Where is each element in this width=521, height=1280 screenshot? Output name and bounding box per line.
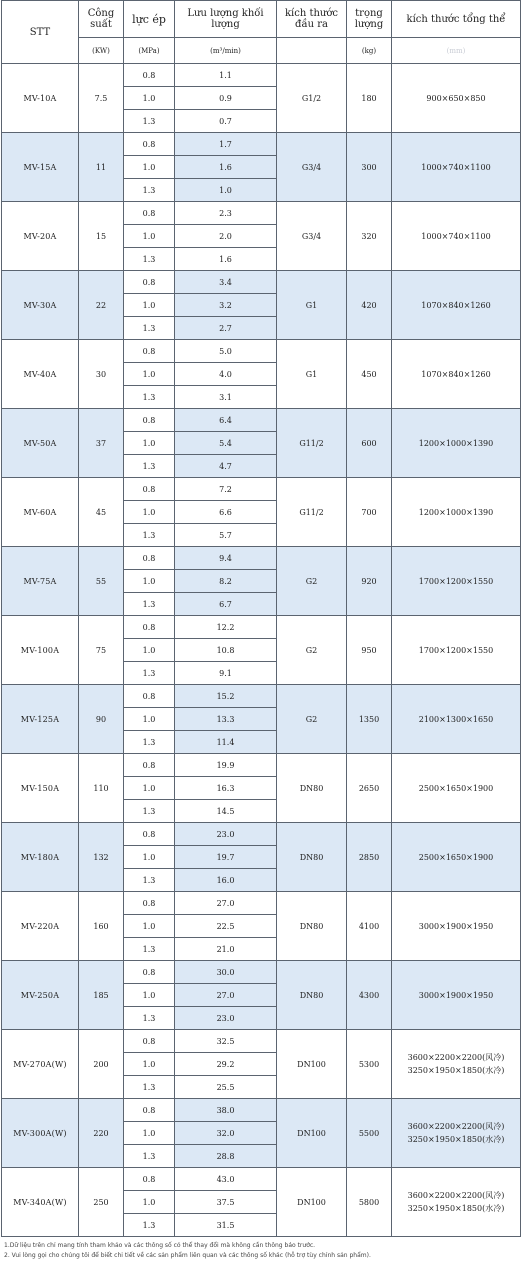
unit-row: [2, 38, 521, 64]
dimensions-cell: [392, 685, 521, 754]
power-cell: 37: [79, 409, 124, 478]
model-cell: MV-250A: [2, 961, 79, 1030]
table-row: [2, 685, 521, 708]
model-cell: MV-75A: [2, 547, 79, 616]
pressure-cell: 1.3: [124, 938, 175, 961]
flow-cell: 11.4: [175, 731, 277, 754]
unit-power: (KW): [79, 38, 124, 64]
flow-cell: 2.0: [175, 225, 277, 248]
weight-cell: 2850: [347, 823, 392, 892]
dimensions-line: 1000×740×1100: [421, 231, 491, 241]
dimensions-line: 1000×740×1100: [421, 162, 491, 172]
dimensions-line: 1200×1000×1390: [418, 438, 494, 448]
pressure-cell: 1.0: [124, 708, 175, 731]
dimensions-line: 3600×2200×2200(风冷): [407, 1122, 505, 1131]
weight-cell: 4300: [347, 961, 392, 1030]
dimensions-cell: [392, 754, 521, 823]
pressure-cell: 0.8: [124, 961, 175, 984]
dimensions-line: 1070×840×1260: [421, 369, 491, 379]
flow-cell: 21.0: [175, 938, 277, 961]
table-row: [2, 64, 521, 87]
dimensions-cell: [392, 409, 521, 478]
power-cell: 11: [79, 133, 124, 202]
power-cell: 110: [79, 754, 124, 823]
flow-cell: 3.1: [175, 386, 277, 409]
pressure-cell: 1.3: [124, 179, 175, 202]
pressure-cell: 1.3: [124, 317, 175, 340]
flow-cell: 22.5: [175, 915, 277, 938]
flow-cell: 23.0: [175, 823, 277, 846]
dimensions-line: 1200×1000×1390: [418, 507, 494, 517]
power-cell: 90: [79, 685, 124, 754]
flow-cell: 12.2: [175, 616, 277, 639]
flow-cell: 19.7: [175, 846, 277, 869]
flow-cell: 32.5: [175, 1030, 277, 1053]
power-cell: 132: [79, 823, 124, 892]
model-cell: MV-300A(W): [2, 1099, 79, 1168]
pressure-cell: 1.3: [124, 1076, 175, 1099]
pressure-cell: 0.8: [124, 133, 175, 156]
pressure-cell: 0.8: [124, 1099, 175, 1122]
spec-table-body: [2, 64, 521, 1237]
dimensions-cell: [392, 340, 521, 409]
power-cell: 250: [79, 1168, 124, 1237]
pressure-cell: 0.8: [124, 685, 175, 708]
pressure-cell: 1.3: [124, 731, 175, 754]
header-stt: STT: [2, 1, 79, 64]
model-cell: MV-340A(W): [2, 1168, 79, 1237]
pressure-cell: 1.0: [124, 363, 175, 386]
flow-cell: 6.4: [175, 409, 277, 432]
model-cell: MV-220A: [2, 892, 79, 961]
outlet-cell: DN80: [277, 823, 347, 892]
dimensions-cell: [392, 547, 521, 616]
unit-weight: (kg): [347, 38, 392, 64]
pressure-cell: 0.8: [124, 478, 175, 501]
weight-cell: 920: [347, 547, 392, 616]
spec-sheet: [1, 0, 520, 1261]
table-row: [2, 616, 521, 639]
outlet-cell: G2: [277, 547, 347, 616]
pressure-cell: 1.3: [124, 800, 175, 823]
table-row: [2, 478, 521, 501]
weight-cell: 300: [347, 133, 392, 202]
power-cell: 160: [79, 892, 124, 961]
dimensions-cell: [392, 1099, 521, 1168]
flow-cell: 23.0: [175, 1007, 277, 1030]
dimensions-line: 2100×1300×1650: [418, 714, 494, 724]
model-cell: MV-50A: [2, 409, 79, 478]
pressure-cell: 0.8: [124, 1168, 175, 1191]
flow-cell: 13.3: [175, 708, 277, 731]
pressure-cell: 1.0: [124, 432, 175, 455]
outlet-cell: G2: [277, 685, 347, 754]
header-weight: trọng lượng: [347, 1, 392, 38]
flow-cell: 28.8: [175, 1145, 277, 1168]
flow-cell: 1.6: [175, 156, 277, 179]
weight-cell: 5300: [347, 1030, 392, 1099]
pressure-cell: 0.8: [124, 271, 175, 294]
pressure-cell: 1.0: [124, 984, 175, 1007]
pressure-cell: 1.0: [124, 225, 175, 248]
header-pressure: lực ép: [124, 1, 175, 38]
flow-cell: 5.0: [175, 340, 277, 363]
footnotes: [1, 1237, 520, 1261]
flow-cell: 9.1: [175, 662, 277, 685]
flow-cell: 1.7: [175, 133, 277, 156]
table-row: [2, 409, 521, 432]
unit-flow: (m³/min): [175, 38, 277, 64]
flow-cell: 1.1: [175, 64, 277, 87]
table-row: [2, 754, 521, 777]
flow-cell: 16.0: [175, 869, 277, 892]
pressure-cell: 1.0: [124, 294, 175, 317]
dimensions-line: 1700×1200×1550: [418, 645, 494, 655]
dimensions-cell: [392, 133, 521, 202]
flow-cell: 31.5: [175, 1214, 277, 1237]
power-cell: 75: [79, 616, 124, 685]
dimensions-line: 900×650×850: [426, 93, 486, 103]
pressure-cell: 0.8: [124, 64, 175, 87]
flow-cell: 14.5: [175, 800, 277, 823]
pressure-cell: 1.0: [124, 156, 175, 179]
flow-cell: 30.0: [175, 961, 277, 984]
pressure-cell: 1.3: [124, 386, 175, 409]
flow-cell: 8.2: [175, 570, 277, 593]
dimensions-line: 3600×2200×2200(风冷): [407, 1191, 505, 1200]
power-cell: 22: [79, 271, 124, 340]
dimensions-cell: [392, 892, 521, 961]
header-row: [2, 1, 521, 38]
pressure-cell: 0.8: [124, 892, 175, 915]
pressure-cell: 1.0: [124, 1053, 175, 1076]
outlet-cell: DN80: [277, 892, 347, 961]
flow-cell: 9.4: [175, 547, 277, 570]
dimensions-line: 1070×840×1260: [421, 300, 491, 310]
flow-cell: 1.0: [175, 179, 277, 202]
power-cell: 200: [79, 1030, 124, 1099]
pressure-cell: 1.3: [124, 593, 175, 616]
table-row: [2, 340, 521, 363]
pressure-cell: 1.3: [124, 524, 175, 547]
flow-cell: 0.9: [175, 87, 277, 110]
power-cell: 55: [79, 547, 124, 616]
header-dimensions: kích thước tổng thể: [392, 1, 521, 38]
outlet-cell: DN100: [277, 1099, 347, 1168]
flow-cell: 5.7: [175, 524, 277, 547]
pressure-cell: 1.0: [124, 1122, 175, 1145]
pressure-cell: 1.3: [124, 1145, 175, 1168]
flow-cell: 15.2: [175, 685, 277, 708]
model-cell: MV-10A: [2, 64, 79, 133]
flow-cell: 32.0: [175, 1122, 277, 1145]
table-row: [2, 202, 521, 225]
pressure-cell: 1.0: [124, 915, 175, 938]
model-cell: MV-125A: [2, 685, 79, 754]
pressure-cell: 1.3: [124, 1007, 175, 1030]
flow-cell: 10.8: [175, 639, 277, 662]
dimensions-cell: [392, 478, 521, 547]
table-row: [2, 271, 521, 294]
table-row: [2, 133, 521, 156]
flow-cell: 6.7: [175, 593, 277, 616]
dimensions-line: 3600×2200×2200(风冷): [407, 1053, 505, 1062]
dimensions-line: 3000×1900×1950: [418, 990, 494, 1000]
flow-cell: 43.0: [175, 1168, 277, 1191]
power-cell: 45: [79, 478, 124, 547]
pressure-cell: 1.3: [124, 110, 175, 133]
pressure-cell: 0.8: [124, 202, 175, 225]
power-cell: 185: [79, 961, 124, 1030]
flow-cell: 27.0: [175, 984, 277, 1007]
weight-cell: 700: [347, 478, 392, 547]
outlet-cell: G3/4: [277, 133, 347, 202]
dimensions-line: 3250×1950×1850(水冷): [407, 1204, 505, 1213]
pressure-cell: 0.8: [124, 1030, 175, 1053]
outlet-cell: G1/2: [277, 64, 347, 133]
weight-cell: 2650: [347, 754, 392, 823]
pressure-cell: 0.8: [124, 547, 175, 570]
pressure-cell: 1.0: [124, 501, 175, 524]
outlet-cell: DN100: [277, 1168, 347, 1237]
weight-cell: 320: [347, 202, 392, 271]
model-cell: MV-150A: [2, 754, 79, 823]
table-row: [2, 961, 521, 984]
pressure-cell: 1.3: [124, 662, 175, 685]
power-cell: 7.5: [79, 64, 124, 133]
dimensions-cell: [392, 271, 521, 340]
pressure-cell: 1.3: [124, 869, 175, 892]
table-row: [2, 823, 521, 846]
power-cell: 15: [79, 202, 124, 271]
pressure-cell: 0.8: [124, 340, 175, 363]
flow-cell: 2.3: [175, 202, 277, 225]
weight-cell: 420: [347, 271, 392, 340]
header-flow: Lưu lượng khối lượng: [175, 1, 277, 38]
dimensions-line: 2500×1650×1900: [418, 852, 494, 862]
dimensions-cell: [392, 823, 521, 892]
flow-cell: 19.9: [175, 754, 277, 777]
pressure-cell: 0.8: [124, 823, 175, 846]
dimensions-line: 3000×1900×1950: [418, 921, 494, 931]
flow-cell: 2.7: [175, 317, 277, 340]
pressure-cell: 1.0: [124, 1191, 175, 1214]
dimensions-line: 3250×1950×1850(水冷): [407, 1066, 505, 1075]
outlet-cell: G11/2: [277, 478, 347, 547]
footnote-1: 1.Dữ liệu trên chỉ mang tính tham khảo và các thông số có thể thay đổi mà không cần thông báo trước.: [4, 1242, 316, 1249]
pressure-cell: 0.8: [124, 616, 175, 639]
weight-cell: 450: [347, 340, 392, 409]
flow-cell: 37.5: [175, 1191, 277, 1214]
outlet-cell: DN80: [277, 961, 347, 1030]
flow-cell: 6.6: [175, 501, 277, 524]
footnote-2: 2. Vui lòng gọi cho chúng tôi để biết chi tiết về các sản phẩm liên quan và các thông số khác (hỗ trợ tùy chỉnh sản phẩm).: [4, 1252, 371, 1259]
table-row: [2, 1030, 521, 1053]
flow-cell: 5.4: [175, 432, 277, 455]
flow-cell: 4.0: [175, 363, 277, 386]
weight-cell: 5500: [347, 1099, 392, 1168]
pressure-cell: 1.0: [124, 87, 175, 110]
model-cell: MV-100A: [2, 616, 79, 685]
table-row: [2, 1099, 521, 1122]
outlet-cell: G2: [277, 616, 347, 685]
model-cell: MV-270A(W): [2, 1030, 79, 1099]
pressure-cell: 1.0: [124, 846, 175, 869]
flow-cell: 4.7: [175, 455, 277, 478]
pressure-cell: 1.0: [124, 777, 175, 800]
pressure-cell: 1.0: [124, 639, 175, 662]
dimensions-line: 1700×1200×1550: [418, 576, 494, 586]
flow-cell: 3.2: [175, 294, 277, 317]
outlet-cell: G3/4: [277, 202, 347, 271]
pressure-cell: 1.3: [124, 248, 175, 271]
weight-cell: 180: [347, 64, 392, 133]
pressure-cell: 0.8: [124, 754, 175, 777]
flow-cell: 27.0: [175, 892, 277, 915]
unit-outlet: [277, 38, 347, 64]
flow-cell: 29.2: [175, 1053, 277, 1076]
dimensions-cell: [392, 961, 521, 1030]
unit-dimensions: (mm): [392, 38, 521, 64]
outlet-cell: DN80: [277, 754, 347, 823]
outlet-cell: G1: [277, 340, 347, 409]
dimensions-cell: [392, 64, 521, 133]
pressure-cell: 0.8: [124, 409, 175, 432]
compressor-spec-table: [1, 0, 521, 1237]
model-cell: MV-40A: [2, 340, 79, 409]
header-outlet: kích thước đầu ra: [277, 1, 347, 38]
flow-cell: 25.5: [175, 1076, 277, 1099]
flow-cell: 1.6: [175, 248, 277, 271]
weight-cell: 5800: [347, 1168, 392, 1237]
table-row: [2, 892, 521, 915]
outlet-cell: G1: [277, 271, 347, 340]
model-cell: MV-15A: [2, 133, 79, 202]
weight-cell: 1350: [347, 685, 392, 754]
power-cell: 220: [79, 1099, 124, 1168]
flow-cell: 3.4: [175, 271, 277, 294]
dimensions-line: 3250×1950×1850(水冷): [407, 1135, 505, 1144]
dimensions-cell: [392, 202, 521, 271]
header-power: Công suất: [79, 1, 124, 38]
flow-cell: 0.7: [175, 110, 277, 133]
weight-cell: 950: [347, 616, 392, 685]
flow-cell: 7.2: [175, 478, 277, 501]
model-cell: MV-30A: [2, 271, 79, 340]
weight-cell: 600: [347, 409, 392, 478]
outlet-cell: DN100: [277, 1030, 347, 1099]
model-cell: MV-20A: [2, 202, 79, 271]
flow-cell: 16.3: [175, 777, 277, 800]
pressure-cell: 1.0: [124, 570, 175, 593]
dimensions-cell: [392, 1168, 521, 1237]
table-row: [2, 1168, 521, 1191]
dimensions-line: 2500×1650×1900: [418, 783, 494, 793]
weight-cell: 4100: [347, 892, 392, 961]
pressure-cell: 1.3: [124, 455, 175, 478]
model-cell: MV-60A: [2, 478, 79, 547]
dimensions-cell: [392, 1030, 521, 1099]
table-row: [2, 547, 521, 570]
dimensions-cell: [392, 616, 521, 685]
pressure-cell: 1.3: [124, 1214, 175, 1237]
model-cell: MV-180A: [2, 823, 79, 892]
unit-pressure: (MPa): [124, 38, 175, 64]
power-cell: 30: [79, 340, 124, 409]
outlet-cell: G11/2: [277, 409, 347, 478]
flow-cell: 38.0: [175, 1099, 277, 1122]
